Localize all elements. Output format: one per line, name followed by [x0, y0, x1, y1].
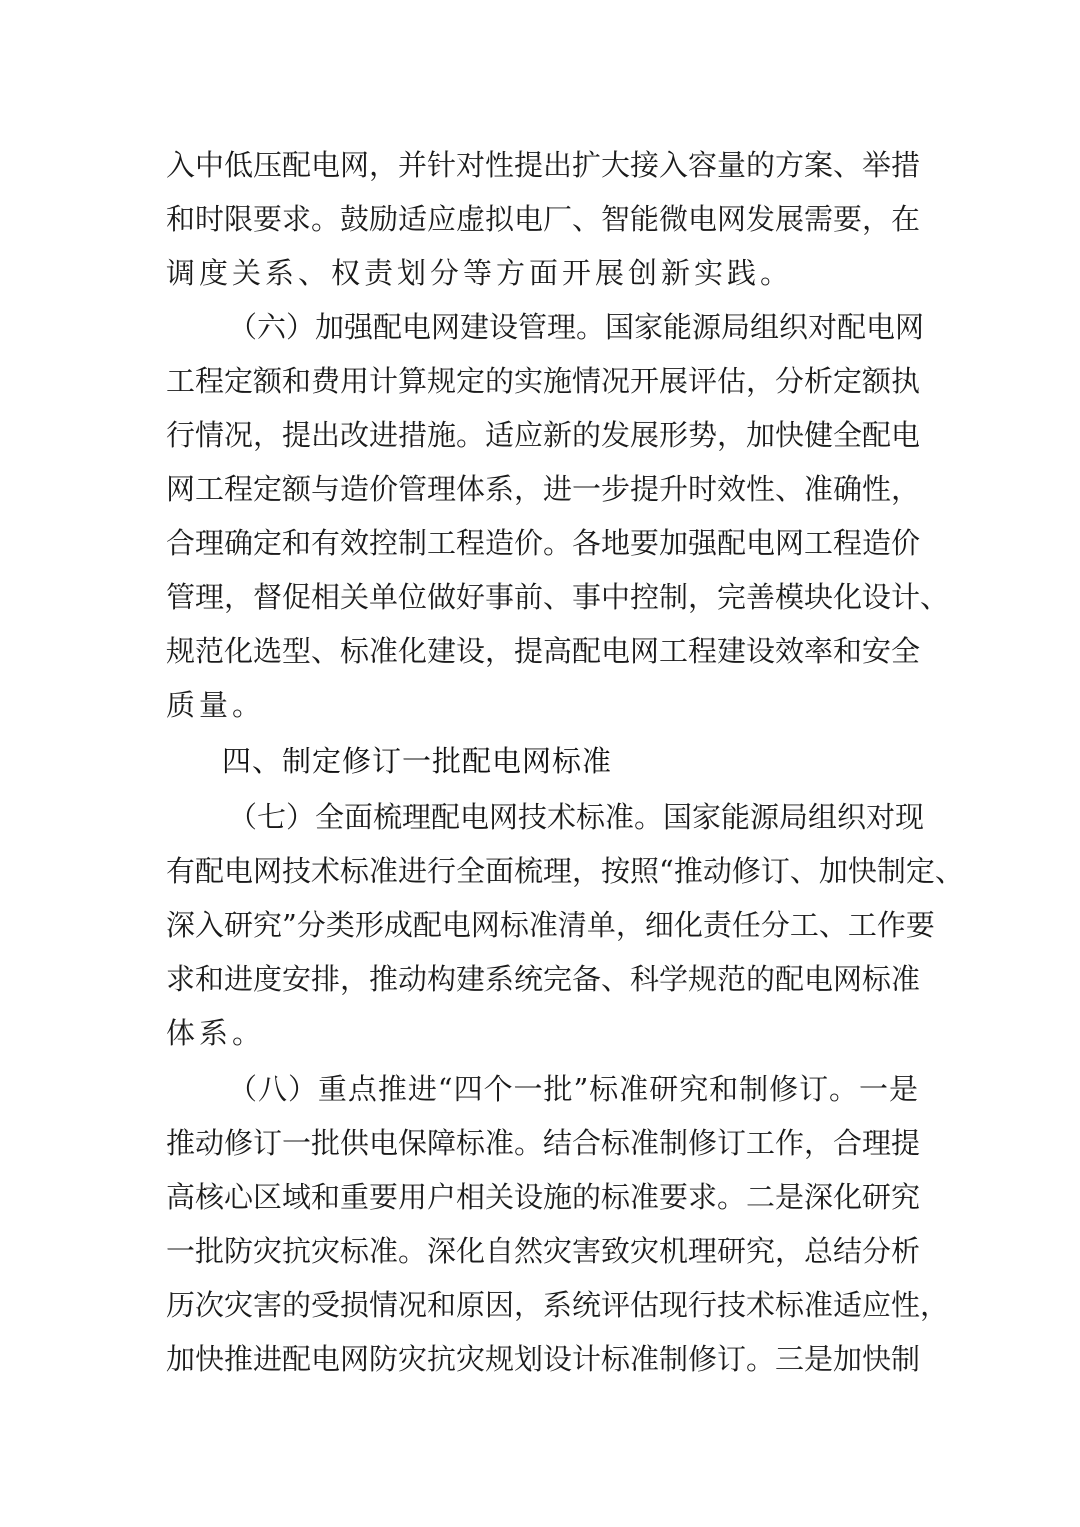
text-line: 历次灾害的受损情况和原因，系统评估现行技术标准适应性，: [166, 1288, 950, 1322]
text-line: 深入研究”分类形成配电网标准清单，细化责任分工、工作要: [166, 908, 935, 942]
text-line: 合理确定和有效控制工程造价。各地要加强配电网工程造价: [166, 526, 921, 560]
text-line: 和时限要求。鼓励适应虚拟电厂、智能微电网发展需要，在: [166, 202, 921, 236]
text-line: 质量。: [166, 688, 266, 722]
text-line: 求和进度安排，推动构建系统完备、科学规范的配电网标准: [166, 962, 921, 996]
text-line: 一批防灾抗灾标准。深化自然灾害致灾机理研究，总结分析: [166, 1234, 921, 1268]
text-line: 调度关系、权责划分等方面开展创新实践。: [166, 256, 794, 290]
text-line: 高核心区域和重要用户相关设施的标准要求。二是深化研究: [166, 1180, 921, 1214]
text-line: 入中低压配电网，并针对性提出扩大接入容量的方案、举措: [166, 148, 921, 182]
paragraph-6-first-line: （六）加强配电网建设管理。国家能源局组织对配电网: [228, 310, 925, 344]
text-line: 规范化选型、标准化建设，提高配电网工程建设效率和安全: [166, 634, 921, 668]
text-line: 体系。: [166, 1016, 266, 1050]
paragraph-7-first-line: （七）全面梳理配电网技术标准。国家能源局组织对现: [228, 800, 925, 834]
text-line: 工程定额和费用计算规定的实施情况开展评估，分析定额执: [166, 364, 921, 398]
paragraph-8-first-line: （八）重点推进“四个一批”标准研究和制修订。一是: [228, 1072, 918, 1106]
text-line: 有配电网技术标准进行全面梳理，按照“推动修订、加快制定、: [166, 854, 964, 888]
text-line: 加快推进配电网防灾抗灾规划设计标准制修订。三是加快制: [166, 1342, 921, 1376]
section-heading: 四、制定修订一批配电网标准: [222, 744, 613, 778]
text-line: 推动修订一批供电保障标准。结合标准制修订工作，合理提: [166, 1126, 921, 1160]
text-line: 管理，督促相关单位做好事前、事中控制，完善模块化设计、: [166, 580, 950, 614]
text-line: 网工程定额与造价管理体系，进一步提升时效性、准确性，: [166, 472, 921, 506]
text-line: 行情况，提出改进措施。适应新的发展形势，加快健全配电: [166, 418, 921, 452]
